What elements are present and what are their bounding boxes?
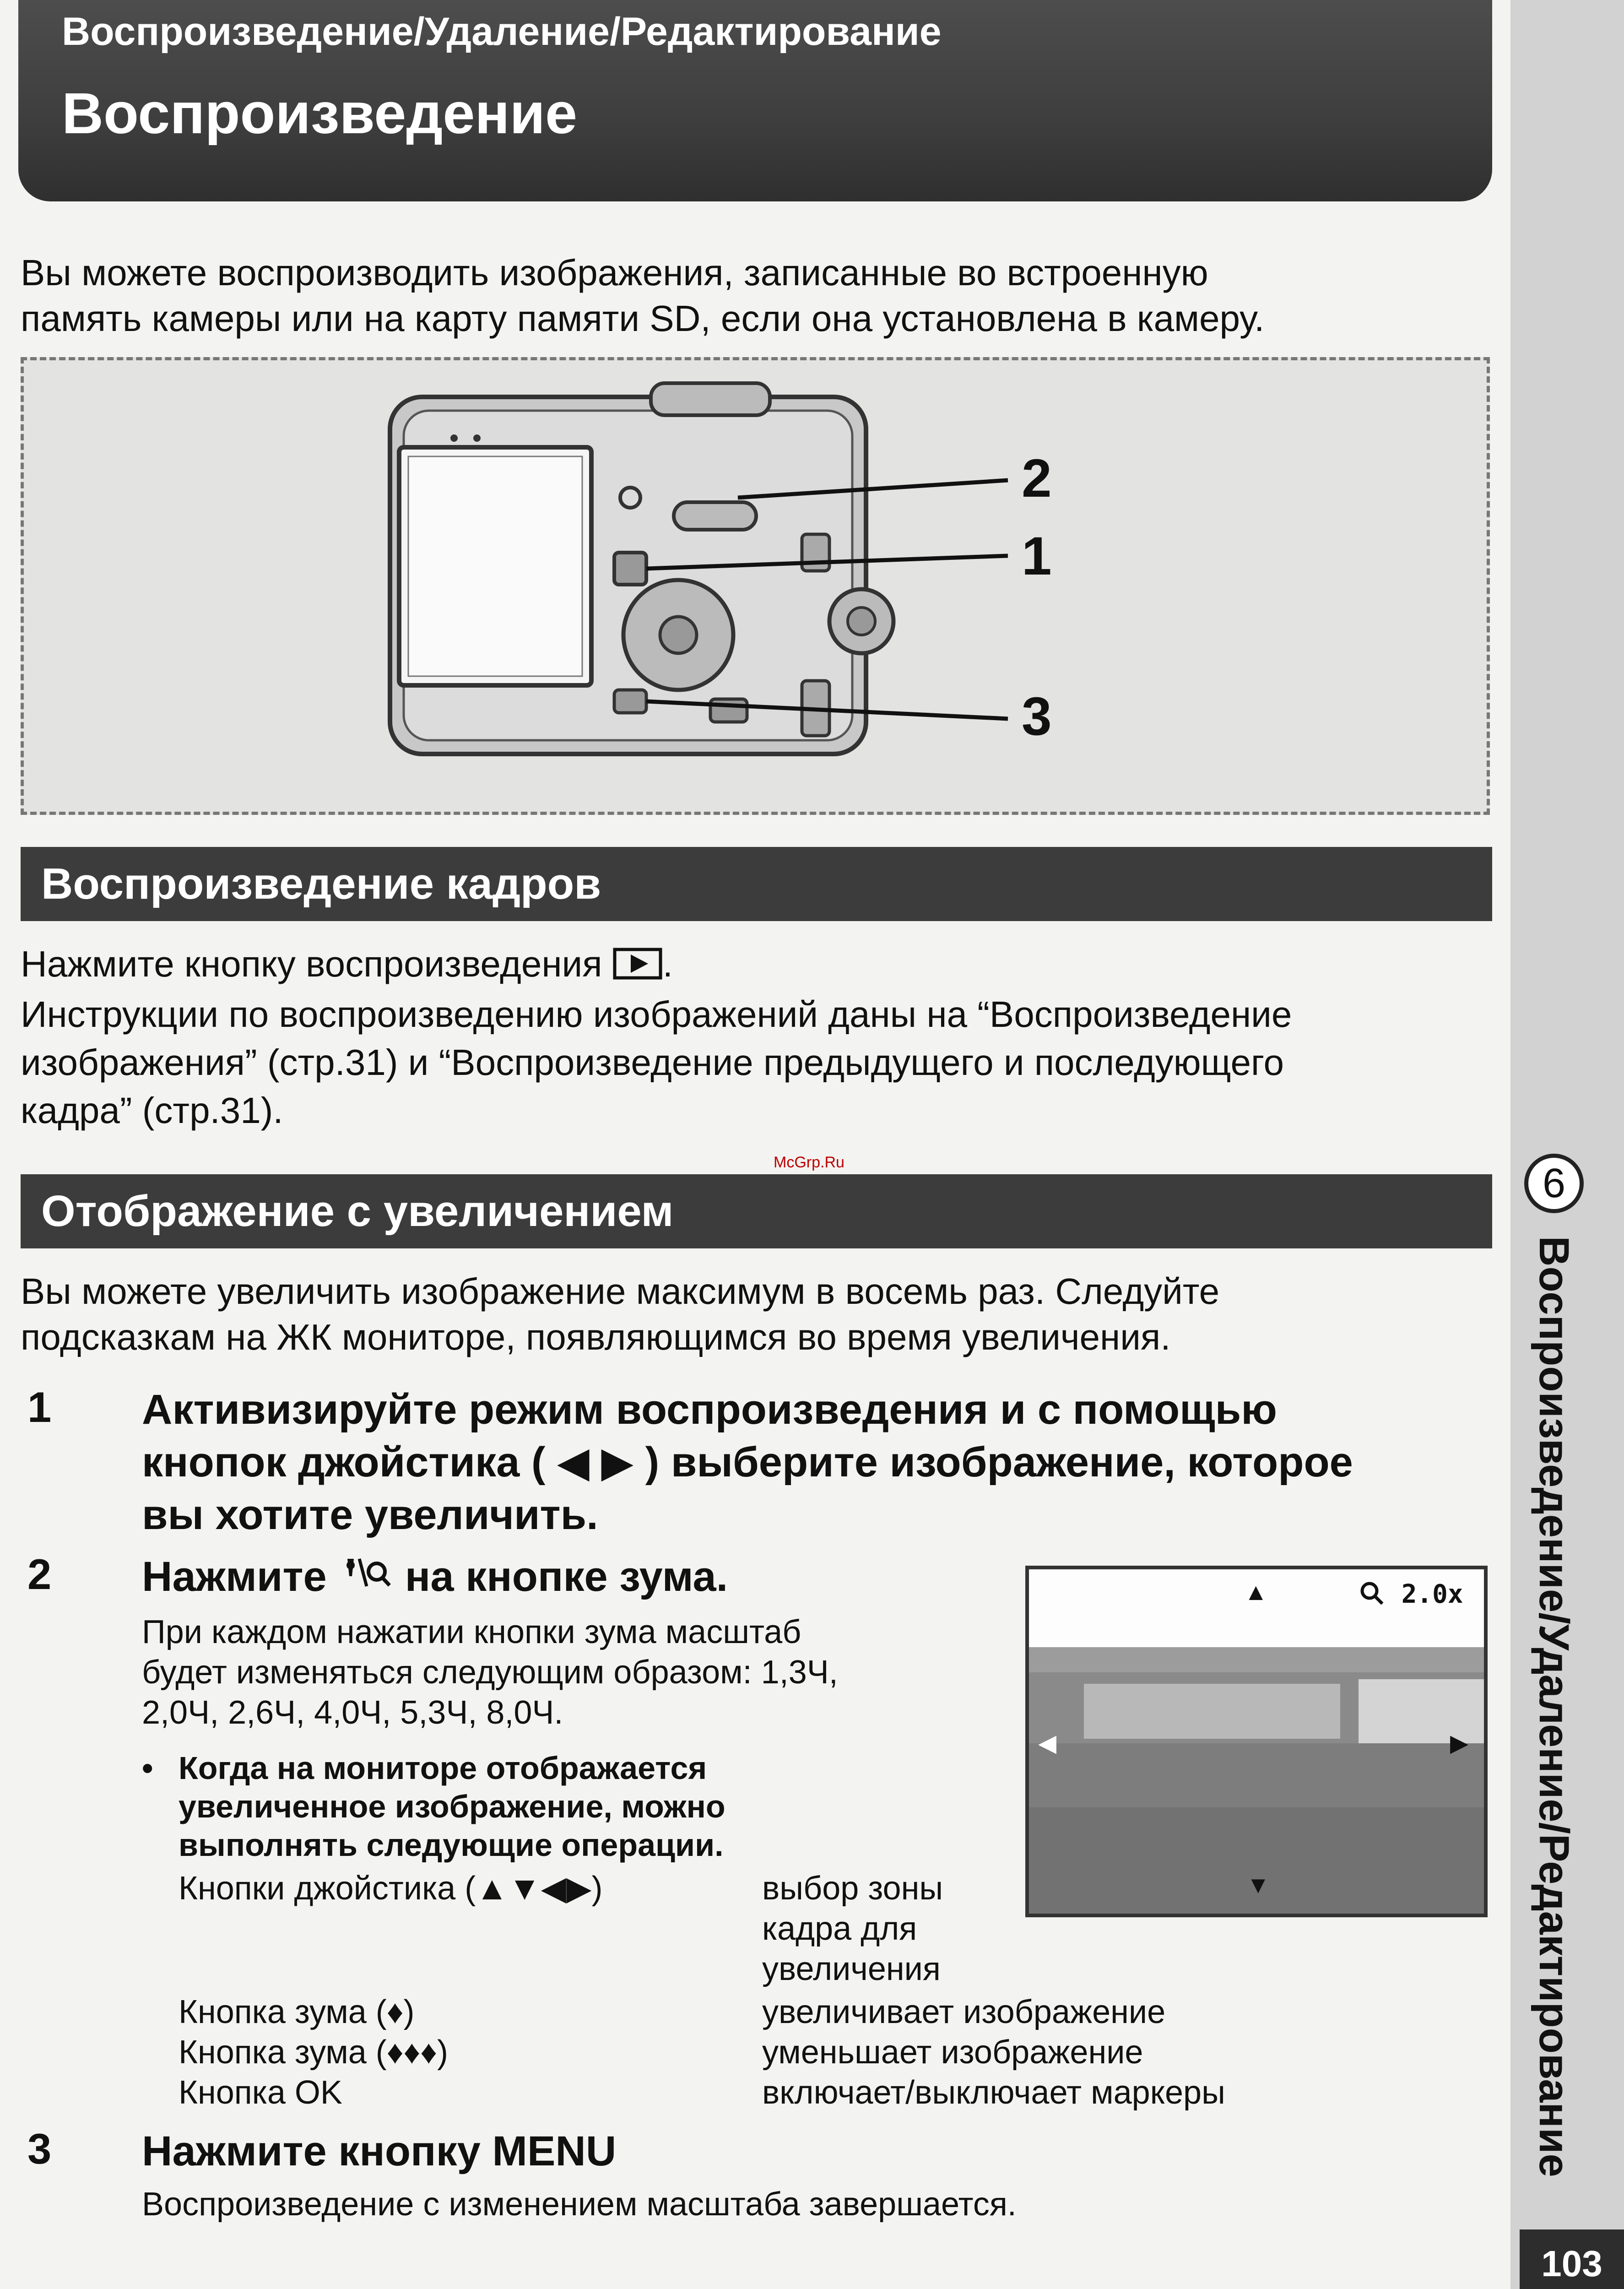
section1-line-2: Инструкции по воспроизведению изображений даны на “Воспроизведение xyxy=(21,994,1292,1035)
step-2-title xyxy=(142,1550,728,1604)
section-heading-zoom: Отображение с увеличением xyxy=(21,1174,1492,1248)
zoom-indicator xyxy=(1359,1579,1463,1609)
op-desc-joystick-2: кадра для xyxy=(762,1910,917,1947)
step-1-line-3: вы хотите увеличить. xyxy=(142,1492,598,1538)
bullet-line-1: Когда на мониторе отображается xyxy=(179,1750,707,1786)
zoom-tele-magnify-icon xyxy=(338,1554,393,1595)
bullet-line-3: выполнять следующие операции. xyxy=(179,1827,724,1863)
op-desc-zoom-out: уменьшает изображение xyxy=(762,2034,1143,2071)
step-3-number: 3 xyxy=(27,2125,52,2173)
step-1-line-2: кнопок джойстика ( ◀ ▶ ) выберите изображение, которое xyxy=(142,1439,1353,1486)
page-title: Воспроизведение xyxy=(62,81,578,146)
marker-right: ▶ xyxy=(1450,1730,1468,1757)
step-2-title-pre: Нажмите xyxy=(142,1553,327,1600)
op-desc-ok: включает/выключает маркеры xyxy=(762,2074,1225,2111)
step-2-body-3: 2,0Ч, 2,6Ч, 4,0Ч, 5,3Ч, 8,0Ч. xyxy=(142,1694,563,1731)
zoomed-photo xyxy=(1029,1569,1484,1914)
op-key-zoom-out: Кнопка зума (♦♦♦) xyxy=(179,2034,448,2071)
chapter-number: 6 xyxy=(1524,1154,1584,1213)
op-key-joystick: Кнопки джойстика (▲▼◀▶) xyxy=(179,1870,603,1907)
section2-line-1: Вы можете увеличить изображение максимум в восемь раз. Следуйте xyxy=(21,1271,1220,1312)
callout-1: 1 xyxy=(1022,526,1052,586)
section2-line-2: подсказкам на ЖК мониторе, появляющимся во время увеличения. xyxy=(21,1317,1171,1357)
callout-2: 2 xyxy=(1022,448,1052,509)
section1-line-1 xyxy=(21,938,673,990)
step-1-number: 1 xyxy=(27,1383,52,1431)
lcd-zoom-preview xyxy=(1025,1566,1488,1917)
marker-up: ▲ xyxy=(1244,1579,1268,1606)
op-desc-joystick-1: выбор зоны xyxy=(762,1870,943,1907)
step-1-line-1: Активизируйте режим воспроизведения и с помощью xyxy=(142,1386,1277,1433)
step-2-body-2: будет изменяться следующим образом: 1,3Ч, xyxy=(142,1654,838,1691)
step-2-number: 2 xyxy=(27,1550,52,1598)
callout-3: 3 xyxy=(1022,686,1052,747)
page-number: 103 xyxy=(1520,2229,1624,2289)
section1-line-1-text: Нажмите кнопку воспроизведения xyxy=(21,944,602,984)
op-key-ok: Кнопка OK xyxy=(179,2074,342,2111)
section1-line-3: изображения” (стр.31) и “Воспроизведение предыдущего и последующего xyxy=(21,1042,1284,1083)
step-2-title-post: на кнопке зума. xyxy=(405,1553,728,1600)
section1-line-1-end: . xyxy=(662,944,673,984)
watermark: McGrp.Ru xyxy=(774,1154,844,1171)
op-desc-zoom-in: увеличивает изображение xyxy=(762,1994,1166,2030)
op-key-zoom-in: Кнопка зума (♦) xyxy=(179,1994,415,2030)
camera-figure xyxy=(21,357,1490,815)
bullet-line-2: увеличенное изображение, можно xyxy=(179,1789,725,1824)
intro-line-2: память камеры или на карту памяти SD, если она установлена в камеру. xyxy=(21,298,1265,339)
zoom-value: 2.0x xyxy=(1401,1579,1463,1609)
header-banner xyxy=(18,0,1492,201)
marker-left: ◀ xyxy=(1038,1730,1056,1757)
bullet-dot: • xyxy=(142,1750,153,1786)
step-2-body-1: При каждом нажатии кнопки зума масштаб xyxy=(142,1614,801,1650)
header-subtitle: Воспроизведение/Удаление/Редактирование xyxy=(62,10,942,54)
section-heading-playback: Воспроизведение кадров xyxy=(21,847,1492,921)
step-3-title: Нажмите кнопку MENU xyxy=(142,2128,617,2175)
step-3-body: Воспроизведение с изменением масштаба завершается. xyxy=(142,2186,1017,2223)
marker-down: ▼ xyxy=(1246,1872,1270,1898)
side-tab-text: Воспроизведение/Удаление/Редактирование xyxy=(1531,1236,1577,2177)
playback-button-icon xyxy=(612,947,663,980)
section1-line-4: кадра” (стр.31). xyxy=(21,1090,283,1131)
magnify-icon xyxy=(1359,1580,1386,1606)
camera-illustration xyxy=(24,360,1487,812)
op-desc-joystick-3: увеличения xyxy=(762,1951,941,1987)
intro-line-1: Вы можете воспроизводить изображения, записанные во встроенную xyxy=(21,252,1208,293)
